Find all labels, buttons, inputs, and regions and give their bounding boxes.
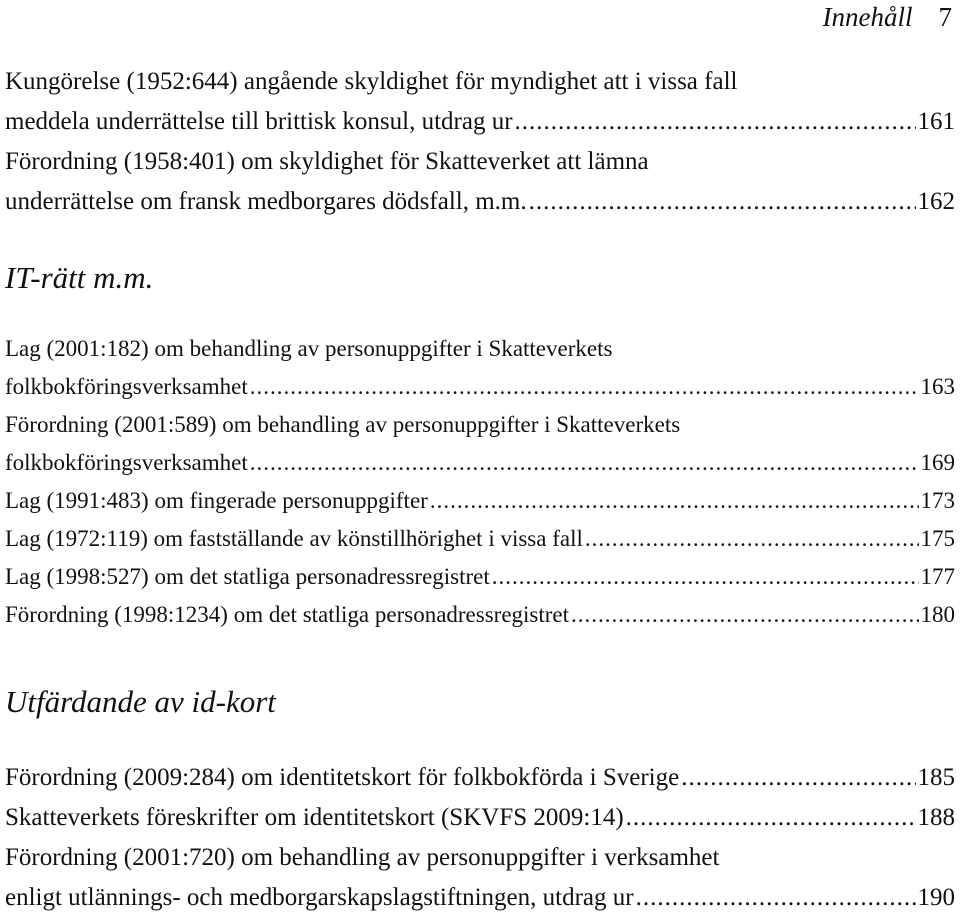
toc-entry-title: Skatteverkets föreskrifter om identitetskort (SKVFS 2009:14) — [5, 804, 624, 831]
dot-leader — [515, 102, 916, 142]
toc-page-number: 188 — [917, 804, 955, 831]
section-heading-it: IT-rätt m.m. — [5, 260, 154, 295]
toc-entry-title: underrättelse om fransk medborgares dödsfall, m.m. — [5, 188, 527, 215]
toc-entry[interactable] — [5, 482, 955, 520]
toc-group-1 — [5, 62, 955, 222]
toc-entry-line: Förordning (2001:589) om behandling av personuppgifter i Skatteverkets — [5, 412, 681, 437]
toc-page-number: 161 — [917, 108, 955, 135]
dot-leader — [529, 182, 916, 222]
toc-entry-line: Förordning (1958:401) om skyldighet för Skatteverket att lämna — [5, 148, 649, 175]
toc-page-number: 177 — [920, 564, 955, 589]
toc-entry[interactable] — [5, 596, 955, 634]
toc-page-number: 180 — [920, 602, 955, 627]
dot-leader — [250, 444, 919, 482]
toc-group-3 — [5, 758, 955, 918]
toc-entry-title: Lag (1991:483) om fingerade personuppgifter — [5, 488, 428, 513]
toc-page-number: 173 — [920, 488, 955, 513]
section-heading-id-card: Utfärdande av id-kort — [5, 684, 276, 719]
toc-entry-title: meddela underrättelse till brittisk konsul, utdrag ur — [5, 108, 513, 135]
toc-page-number: 163 — [920, 374, 955, 399]
toc-page-number: 175 — [920, 526, 955, 551]
dot-leader — [585, 520, 919, 558]
toc-entry[interactable] — [5, 878, 955, 918]
dot-leader — [681, 758, 915, 798]
toc-entry[interactable] — [5, 444, 955, 482]
toc-page-number: 190 — [917, 884, 955, 911]
toc-entry-line: Förordning (2001:720) om behandling av personuppgifter i verksamhet — [5, 844, 720, 871]
dot-leader — [492, 558, 919, 596]
toc-entry[interactable] — [5, 182, 955, 222]
toc-entry[interactable] — [5, 798, 955, 838]
toc-entry-title: folkbokföringsverksamhet — [5, 374, 248, 399]
running-head-page-number: 7 — [938, 2, 952, 32]
toc-entry[interactable] — [5, 558, 955, 596]
toc-page-number: 185 — [917, 764, 955, 791]
dot-leader — [250, 368, 919, 406]
dot-leader — [430, 482, 919, 520]
dot-leader — [636, 878, 916, 918]
toc-entry-line: Kungörelse (1952:644) angående skyldighet för myndighet att i vissa fall — [5, 68, 738, 95]
toc-entry-title: folkbokföringsverksamhet — [5, 450, 248, 475]
toc-entry-title: Förordning (1998:1234) om det statliga personadressregistret — [5, 602, 570, 627]
dot-leader — [571, 596, 918, 634]
toc-entry[interactable] — [5, 520, 955, 558]
dot-leader — [626, 798, 916, 838]
running-head — [823, 0, 952, 34]
running-head-title: Innehåll — [822, 2, 913, 32]
toc-entry[interactable] — [5, 102, 955, 142]
toc-entry-title: Lag (1972:119) om fastställande av könstillhörighet i vissa fall — [5, 526, 583, 551]
toc-page-number: 162 — [917, 188, 955, 215]
toc-entry-title: Förordning (2009:284) om identitetskort för folkbokförda i Sverige — [5, 764, 680, 791]
toc-entry-line: Lag (2001:182) om behandling av personuppgifter i Skatteverkets — [5, 336, 613, 361]
toc-page-number: 169 — [920, 450, 955, 475]
toc-group-2 — [5, 330, 955, 634]
toc-entry[interactable] — [5, 368, 955, 406]
toc-entry[interactable] — [5, 758, 955, 798]
toc-entry-title: enligt utlännings- och medborgarskapslagstiftningen, utdrag ur — [5, 884, 634, 911]
toc-entry-title: Lag (1998:527) om det statliga personadressregistret — [5, 564, 490, 589]
